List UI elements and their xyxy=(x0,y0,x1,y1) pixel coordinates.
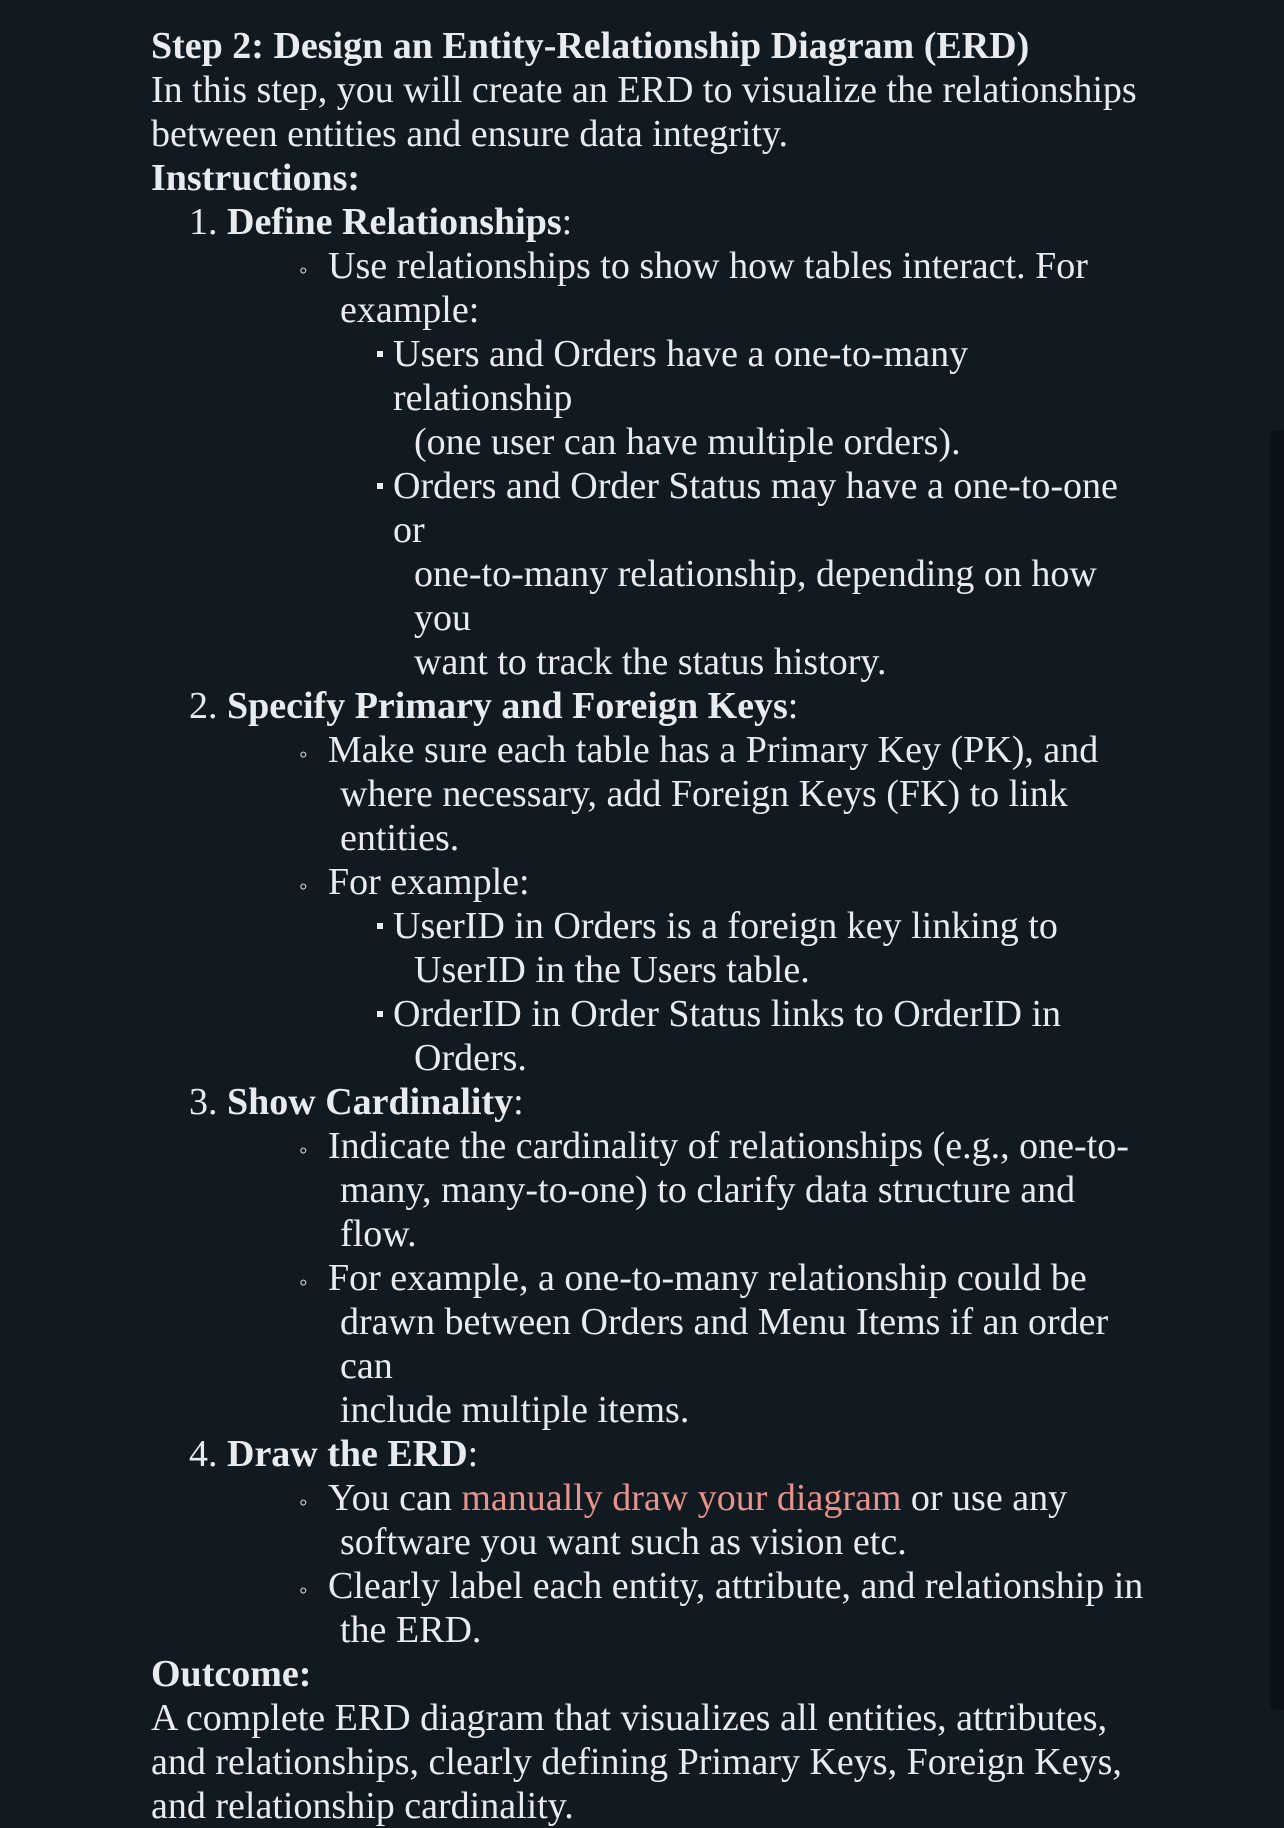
step-heading: 1. Define Relationships: xyxy=(189,201,573,243)
step-draw-erd xyxy=(151,1432,1151,1652)
step-heading: 2. Specify Primary and Foreign Keys: xyxy=(189,685,799,727)
hollow-bullet-icon: ◦ xyxy=(299,258,308,284)
square-bullet-icon xyxy=(377,1011,383,1017)
hollow-bullet-icon: ◦ xyxy=(299,1490,308,1516)
page-title: Step 2: Design an Entity-Relationship Diagram (ERD) xyxy=(151,25,1030,67)
outcome-line: and relationships, clearly defining Primary Keys, Foreign Keys, xyxy=(151,1741,1122,1783)
list-item: Users and Orders have a one-to-many relationship (one user can have multiple orders). xyxy=(189,332,1151,464)
list-item: ◦ For example: xyxy=(189,860,1151,904)
outcome-heading: Outcome: xyxy=(151,1653,312,1695)
hollow-bullet-icon: ◦ xyxy=(299,742,308,768)
list-item: Orders and Order Status may have a one-to-one or one-to-many relationship, depending on how you want to track the status history. xyxy=(189,464,1151,684)
intro-line: between entities and ensure data integrity. xyxy=(151,113,788,155)
hollow-bullet-icon: ◦ xyxy=(299,1578,308,1604)
manual-diagram-link[interactable]: manually draw your diagram xyxy=(461,1477,902,1519)
list-item: ◦ Clearly label each entity, attribute, and relationship in the ERD. xyxy=(299,1565,1144,1651)
list-item: ◦ You can manually draw your diagram or use any software you want such as vision etc. xyxy=(299,1477,1068,1563)
square-bullet-icon xyxy=(377,923,383,929)
list-item: ◦ For example, a one-to-many relationship could be drawn between Orders and Menu Items if an order can include multiple items. xyxy=(299,1257,1109,1431)
square-bullet-icon xyxy=(377,351,383,357)
list-item: ◦ Use relationships to show how tables interact. For example: xyxy=(299,245,1088,331)
step-heading: 4. Draw the ERD: xyxy=(189,1433,479,1475)
list-item: ◦ Indicate the cardinality of relationships (e.g., one-to- many, many-to-one) to clarify data structure and flow. xyxy=(299,1125,1129,1255)
outcome-line: and relationship cardinality. xyxy=(151,1785,574,1827)
hollow-bullet-icon: ◦ xyxy=(299,1270,308,1296)
step-specify-keys xyxy=(151,684,1151,1080)
step-define-relationships xyxy=(151,200,1151,684)
square-bullet-icon xyxy=(377,483,383,489)
document-body xyxy=(151,24,1151,1828)
outcome-line: A complete ERD diagram that visualizes all entities, attributes, xyxy=(151,1697,1108,1739)
intro-line: In this step, you will create an ERD to visualize the relationships xyxy=(151,69,1137,111)
list-item: OrderID in Order Status links to OrderID in Orders. xyxy=(189,992,1151,1080)
step-heading: 3. Show Cardinality: xyxy=(189,1081,524,1123)
hollow-bullet-icon: ◦ xyxy=(299,1138,308,1164)
list-item: UserID in Orders is a foreign key linking to UserID in the Users table. xyxy=(189,904,1151,992)
list-item: ◦ Make sure each table has a Primary Key (PK), and where necessary, add Foreign Keys (FK) to link entities. xyxy=(299,729,1099,859)
instructions-heading: Instructions: xyxy=(151,157,361,199)
step-show-cardinality xyxy=(151,1080,1151,1432)
scrollbar[interactable] xyxy=(1270,430,1284,1710)
hollow-bullet-icon: ◦ xyxy=(299,874,308,900)
